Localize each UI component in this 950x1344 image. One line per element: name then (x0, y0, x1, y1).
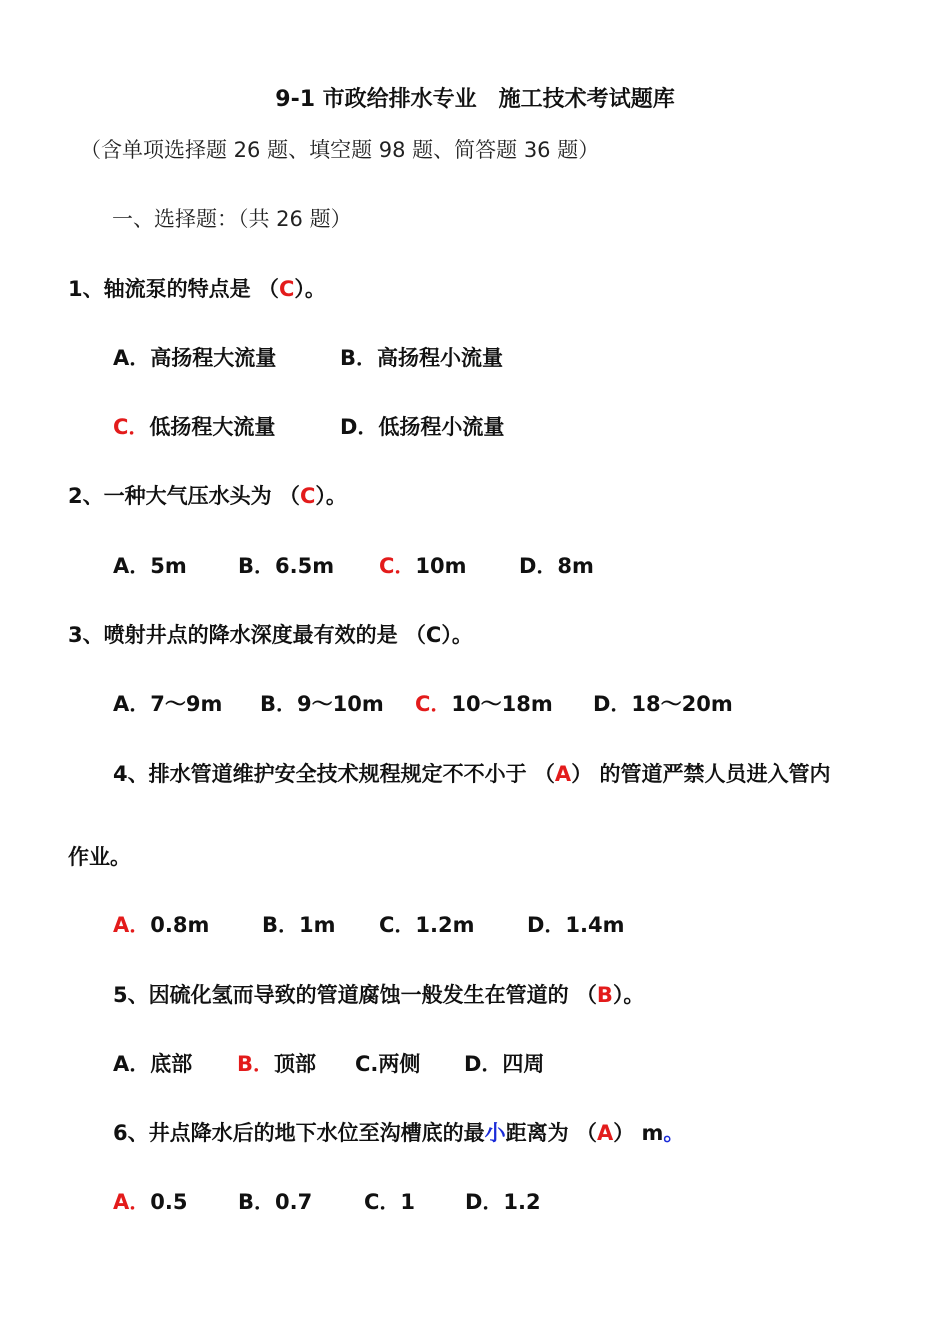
question-3-stem: 3、喷射井点的降水深度最有效的是 （C）。 (68, 623, 473, 647)
question-3-option-c: C．10～18m (415, 692, 553, 716)
question-4-option-d: D．1.4m (527, 913, 625, 937)
question-1-option-b: B．高扬程小流量 (340, 346, 504, 370)
question-5-option-b: B．顶部 (237, 1052, 317, 1076)
question-1-stem: 1、轴流泵的特点是 （C）。 (68, 277, 326, 301)
question-2-option-a: A．5m (113, 554, 187, 578)
question-6-option-c: C．1 (364, 1190, 416, 1214)
question-6-stem: 6、井点降水后的地下水位至沟槽底的最小距离为 （A） m。 (113, 1121, 685, 1145)
question-2-option-c: C．10m (379, 554, 467, 578)
section-heading: 一、选择题：（共 26 题） (112, 207, 352, 231)
question-3-option-a: A．7～9m (113, 692, 223, 716)
question-5-option-c: C.两侧 (355, 1052, 421, 1076)
question-4-stem-continued: 作业。 (68, 845, 131, 869)
question-4-option-a: A．0.8m (113, 913, 210, 937)
question-2-stem: 2、一种大气压水头为 （C）。 (68, 484, 347, 508)
question-3-option-d: D．18～20m (593, 692, 733, 716)
question-2-option-b: B．6.5m (238, 554, 335, 578)
question-4-option-b: B．1m (262, 913, 336, 937)
question-4-stem: 4、排水管道维护安全技术规程规定不不小于 （A） 的管道严禁人员进入管内 (113, 762, 831, 786)
question-1-answer: C (278, 277, 295, 301)
question-2-answer: C (299, 484, 316, 508)
question-5-answer: B (596, 983, 613, 1007)
question-6-option-a: A．0.5 (113, 1190, 188, 1214)
question-4-option-c: C．1.2m (379, 913, 475, 937)
question-6-option-b: B．0.7 (238, 1190, 313, 1214)
question-4-answer: A (554, 762, 572, 786)
question-5-option-d: D．四周 (464, 1052, 545, 1076)
question-5-stem: 5、因硫化氢而导致的管道腐蚀一般发生在管道的 （B）。 (113, 983, 645, 1007)
question-6-answer: A (596, 1121, 614, 1145)
question-3-option-b: B．9～10m (260, 692, 384, 716)
page-title: 9-1 市政给排水专业 施工技术考试题库 (275, 87, 675, 112)
question-5-option-a: A．底部 (113, 1052, 193, 1076)
question-2-option-d: D．8m (519, 554, 594, 578)
question-6-option-d: D．1.2 (465, 1190, 541, 1214)
question-1-option-a: A．高扬程大流量 (113, 346, 277, 370)
question-1-option-c: C．低扬程大流量 (113, 415, 276, 439)
subtitle: （含单项选择题 26 题、填空题 98 题、简答题 36 题） (80, 138, 600, 162)
question-1-option-d: D．低扬程小流量 (340, 415, 505, 439)
